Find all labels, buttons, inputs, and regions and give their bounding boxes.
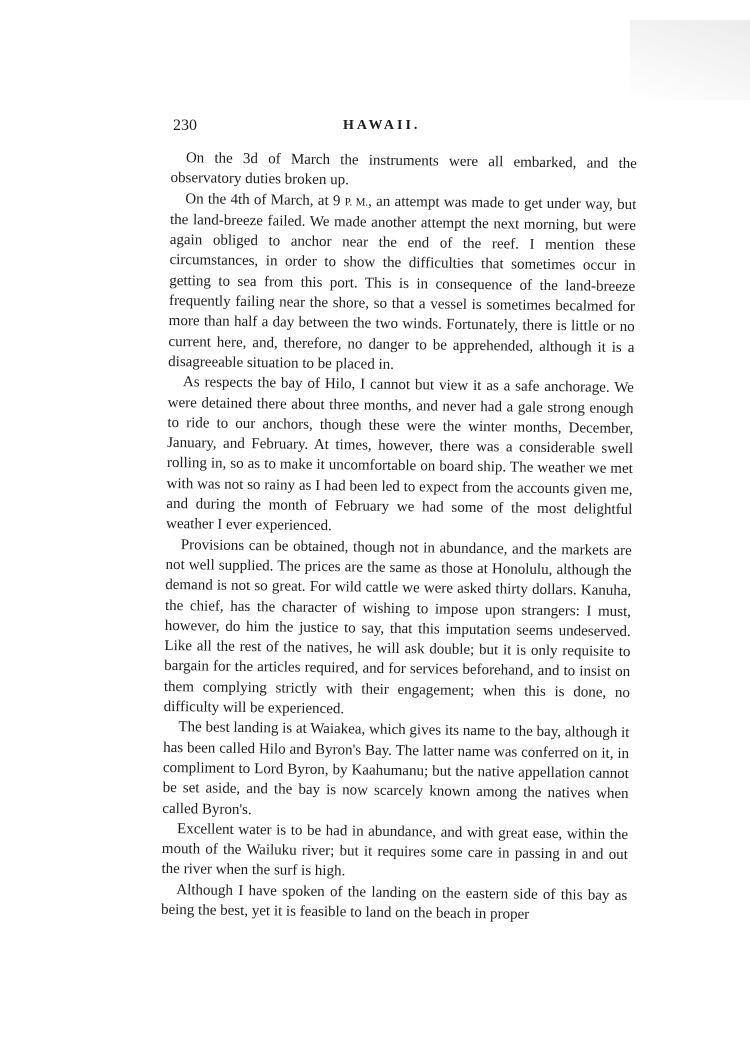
paragraph-5: The best landing is at Waiakea, which gives its name to the bay, although it has been called Hilo and Byron's Bay. The latter name was conferred on it, in compliment to Lord Byron, by Kaahumanu; but the native appellation cannot be set aside, and the bay is now scarcely known among the natives when called Byron's.	[162, 719, 630, 818]
page-number: 230	[173, 117, 197, 134]
paragraph-2: On the 4th of March, at 9 P. M., an attempt was made to get under way, but the land-breeze failed. We made another attempt the next morning, but were again obliged to anchor near the end of the reef. I mention these circumstances, in order to show the difficulties that sometimes occur in getting to sea from this port. This is in consequence of the land-breeze frequently failing near the shore, so that a vessel is sometimes becalmed for more than half a day between the two winds. Fortunately, there is little or no current here, and, therefore, no danger to be apprehended, although it is a disagreeable situation to be placed in.	[168, 190, 637, 373]
paragraph-6: Excellent water is to be had in abundance, and with great ease, within the mouth of the Wailuku river; but it requires some care in passing in and out the river when the surf is high.	[161, 820, 629, 880]
page-header	[173, 117, 628, 139]
running-head: HAWAII.	[343, 118, 421, 133]
scan-shadow	[630, 20, 750, 100]
paragraph-1: On the 3d of March the instruments were all embarked, and the observatory duties broken up.	[170, 150, 637, 189]
paragraph-3: As respects the bay of Hilo, I cannot but view it as a safe anchorage. We were detained there about three months, and never had a gale strong enough to ride to our anchors, though these were the winter months, December, January, and February. At times, however, there was a considerable swell rolling in, so as to make it uncomfortable on board ship. The weather we met with was not so rainy as I had been led to expect from the accounts given me, and during the month of February we had some of the most delightful weather I ever experienced.	[165, 374, 634, 535]
body-text	[161, 148, 637, 926]
time-abbreviation: P. M.	[344, 195, 369, 209]
paragraph-4: Provisions can be obtained, though not in abundance, and the markets are not well supplied. The prices are the same as those at Honolulu, although the demand is not so great. For wild cattle we were asked thirty dollars. Kanuha, the chief, has the character of wishing to impose upon strangers: I must, however, do him the justice to say, that this imputation seems undeserved. Like all the rest of the natives, he will ask double; but it is only requisite to bargain for the articles required, and for services beforehand, and to insist on them complying strictly with their engagement; when this is done, no difficulty will be experienced.	[163, 536, 632, 718]
paragraph-7: Although I have spoken of the landing on the eastern side of this bay as being the best, yet it is feasible to land on the beach in proper	[160, 881, 628, 923]
